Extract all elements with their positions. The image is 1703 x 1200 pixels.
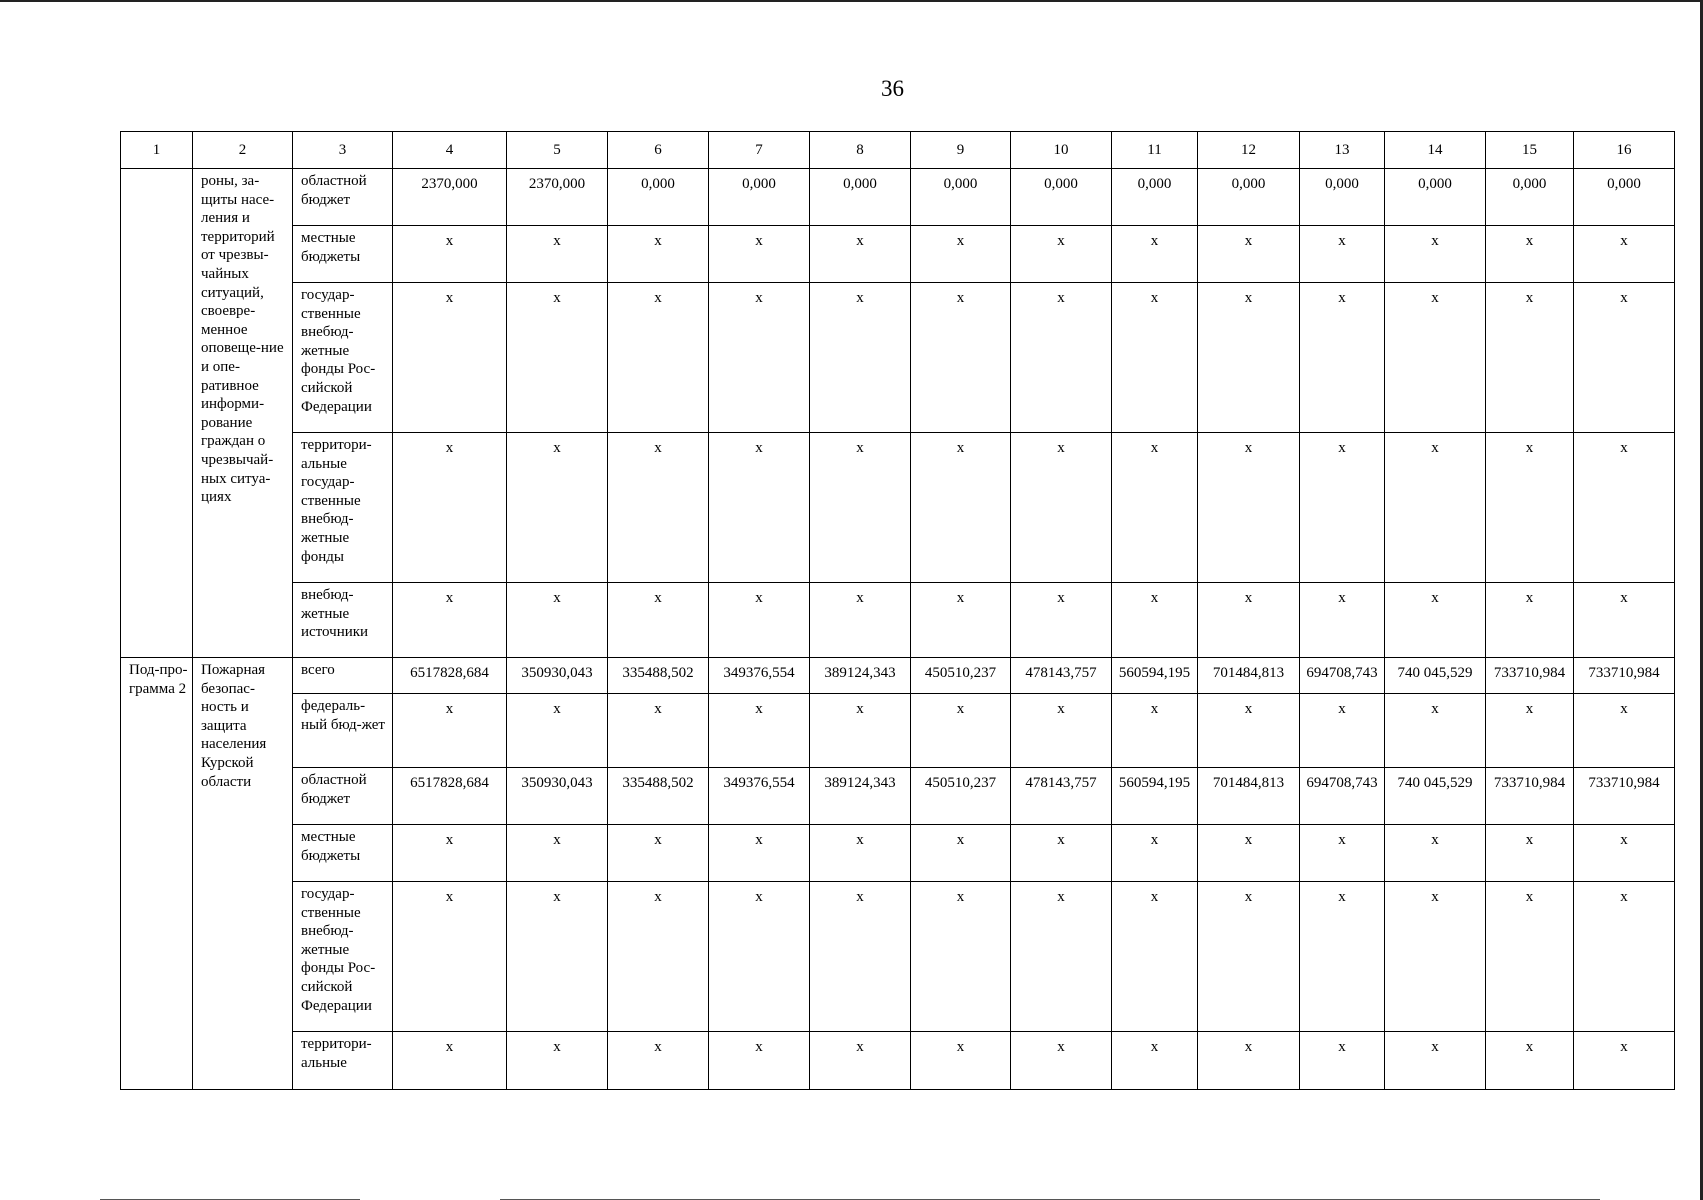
value-cell: 0,000 — [608, 169, 709, 226]
value-cell: x — [608, 694, 709, 768]
value-cell: x — [709, 433, 810, 583]
value-cell: x — [507, 882, 608, 1032]
table-body — [121, 132, 1675, 1090]
value-cell: 389124,343 — [810, 658, 911, 694]
value-cell: x — [393, 825, 507, 882]
funding-source-cell: государ-ственные внебюд-жетные фонды Рос-сийской Федерации — [293, 882, 393, 1032]
budget-table — [120, 131, 1675, 1090]
value-cell: x — [709, 825, 810, 882]
value-cell: x — [1011, 433, 1112, 583]
value-cell: x — [911, 882, 1011, 1032]
header-cell-2: 2 — [193, 132, 293, 169]
header-cell-13: 13 — [1300, 132, 1385, 169]
value-cell: 733710,984 — [1486, 658, 1574, 694]
value-cell: 349376,554 — [709, 658, 810, 694]
value-cell: x — [1112, 583, 1198, 658]
value-cell: x — [507, 226, 608, 283]
value-cell: 478143,757 — [1011, 768, 1112, 825]
funding-source-cell: территори-альные — [293, 1032, 393, 1090]
funding-source-cell: федераль-ный бюд-жет — [293, 694, 393, 768]
value-cell: 0,000 — [911, 169, 1011, 226]
header-cell-11: 11 — [1112, 132, 1198, 169]
value-cell: 0,000 — [1112, 169, 1198, 226]
value-cell: x — [1112, 694, 1198, 768]
value-cell: x — [1011, 1032, 1112, 1090]
table-row — [121, 694, 1675, 768]
funding-source-cell: областной бюджет — [293, 169, 393, 226]
value-cell: x — [1198, 433, 1300, 583]
table-row — [121, 283, 1675, 433]
header-cell-10: 10 — [1011, 132, 1112, 169]
value-cell: 335488,502 — [608, 658, 709, 694]
value-cell: x — [1300, 694, 1385, 768]
header-cell-8: 8 — [810, 132, 911, 169]
value-cell: x — [1112, 433, 1198, 583]
value-cell: x — [810, 283, 911, 433]
value-cell: 740 045,529 — [1385, 658, 1486, 694]
value-cell: x — [608, 882, 709, 1032]
value-cell: 0,000 — [1300, 169, 1385, 226]
value-cell: x — [393, 226, 507, 283]
value-cell: x — [911, 283, 1011, 433]
funding-source-cell: областной бюджет — [293, 768, 393, 825]
value-cell: x — [1300, 283, 1385, 433]
header-cell-16: 16 — [1574, 132, 1675, 169]
value-cell: x — [1300, 226, 1385, 283]
table-row — [121, 1032, 1675, 1090]
value-cell: x — [1198, 283, 1300, 433]
header-cell-7: 7 — [709, 132, 810, 169]
value-cell: 740 045,529 — [1385, 768, 1486, 825]
value-cell: 733710,984 — [1486, 768, 1574, 825]
funding-source-cell: внебюд-жетные источники — [293, 583, 393, 658]
value-cell: x — [1385, 694, 1486, 768]
value-cell: x — [608, 825, 709, 882]
table-row — [121, 226, 1675, 283]
value-cell: x — [1385, 226, 1486, 283]
header-row — [121, 132, 1675, 169]
value-cell: 389124,343 — [810, 768, 911, 825]
value-cell: x — [810, 825, 911, 882]
table-row — [121, 658, 1675, 694]
value-cell: x — [911, 583, 1011, 658]
value-cell: 560594,195 — [1112, 768, 1198, 825]
value-cell: x — [1574, 825, 1675, 882]
value-cell: x — [393, 583, 507, 658]
value-cell: 0,000 — [1486, 169, 1574, 226]
value-cell: x — [608, 1032, 709, 1090]
value-cell: x — [1300, 433, 1385, 583]
header-cell-6: 6 — [608, 132, 709, 169]
header-cell-14: 14 — [1385, 132, 1486, 169]
value-cell: 0,000 — [709, 169, 810, 226]
value-cell: 560594,195 — [1112, 658, 1198, 694]
value-cell: 733710,984 — [1574, 658, 1675, 694]
value-cell: 2370,000 — [393, 169, 507, 226]
value-cell: x — [810, 583, 911, 658]
value-cell: x — [1385, 433, 1486, 583]
value-cell: x — [1198, 226, 1300, 283]
value-cell: x — [1486, 882, 1574, 1032]
funding-source-cell: местные бюджеты — [293, 226, 393, 283]
value-cell: x — [1300, 1032, 1385, 1090]
value-cell: x — [911, 694, 1011, 768]
page-number: 36 — [881, 76, 904, 101]
value-cell: x — [1385, 825, 1486, 882]
value-cell: x — [1198, 583, 1300, 658]
value-cell: 733710,984 — [1574, 768, 1675, 825]
value-cell: 701484,813 — [1198, 768, 1300, 825]
header-cell-3: 3 — [293, 132, 393, 169]
value-cell: 350930,043 — [507, 658, 608, 694]
value-cell: x — [1112, 1032, 1198, 1090]
header-cell-9: 9 — [911, 132, 1011, 169]
value-cell: x — [1198, 694, 1300, 768]
value-cell: x — [1486, 1032, 1574, 1090]
value-cell: x — [608, 226, 709, 283]
value-cell: x — [1385, 882, 1486, 1032]
value-cell: x — [1385, 583, 1486, 658]
value-cell: x — [911, 433, 1011, 583]
value-cell: x — [1574, 433, 1675, 583]
value-cell: x — [1011, 825, 1112, 882]
value-cell: x — [507, 283, 608, 433]
value-cell: x — [709, 283, 810, 433]
value-cell: 450510,237 — [911, 658, 1011, 694]
value-cell: x — [1300, 583, 1385, 658]
value-cell: x — [507, 694, 608, 768]
value-cell: x — [608, 283, 709, 433]
value-cell: 349376,554 — [709, 768, 810, 825]
value-cell: x — [709, 694, 810, 768]
value-cell: x — [810, 882, 911, 1032]
value-cell: x — [1198, 882, 1300, 1032]
value-cell: x — [810, 694, 911, 768]
value-cell: 6517828,684 — [393, 768, 507, 825]
value-cell: x — [1011, 583, 1112, 658]
header-cell-12: 12 — [1198, 132, 1300, 169]
value-cell: x — [1385, 1032, 1486, 1090]
value-cell: 450510,237 — [911, 768, 1011, 825]
value-cell: 694708,743 — [1300, 658, 1385, 694]
value-cell: 2370,000 — [507, 169, 608, 226]
value-cell: 701484,813 — [1198, 658, 1300, 694]
value-cell: x — [709, 226, 810, 283]
value-cell: x — [1486, 583, 1574, 658]
value-cell: 0,000 — [1385, 169, 1486, 226]
program-label-cell — [121, 169, 193, 658]
value-cell: x — [1385, 283, 1486, 433]
value-cell: 350930,043 — [507, 768, 608, 825]
table-row — [121, 825, 1675, 882]
value-cell: 694708,743 — [1300, 768, 1385, 825]
value-cell: x — [1574, 583, 1675, 658]
value-cell: 0,000 — [1011, 169, 1112, 226]
value-cell: 478143,757 — [1011, 658, 1112, 694]
value-cell: x — [709, 583, 810, 658]
funding-source-cell: всего — [293, 658, 393, 694]
value-cell: x — [1112, 882, 1198, 1032]
value-cell: x — [608, 433, 709, 583]
value-cell: 0,000 — [810, 169, 911, 226]
table-row — [121, 768, 1675, 825]
table-row — [121, 169, 1675, 226]
value-cell: x — [1112, 825, 1198, 882]
program-label-cell: Под-про-грамма 2 — [121, 658, 193, 1090]
value-cell: x — [1574, 1032, 1675, 1090]
value-cell: x — [1198, 1032, 1300, 1090]
value-cell: x — [1112, 283, 1198, 433]
value-cell: x — [507, 825, 608, 882]
header-cell-1: 1 — [121, 132, 193, 169]
value-cell: x — [810, 433, 911, 583]
table-row — [121, 882, 1675, 1032]
value-cell: x — [1300, 882, 1385, 1032]
value-cell: x — [393, 882, 507, 1032]
value-cell: x — [507, 583, 608, 658]
value-cell: 0,000 — [1574, 169, 1675, 226]
value-cell: x — [507, 1032, 608, 1090]
value-cell: x — [1574, 882, 1675, 1032]
value-cell: x — [1011, 283, 1112, 433]
value-cell: x — [393, 1032, 507, 1090]
value-cell: x — [1011, 694, 1112, 768]
program-name-cell: роны, за-щиты насе-ления и территорий от чрезвы-чайных ситуаций, своевре-менное оповеще-ние и опе-ративное информи-рование граждан о чрезвычай-ных ситуа-циях — [193, 169, 293, 658]
funding-source-cell: местные бюджеты — [293, 825, 393, 882]
funding-source-cell: государ-ственные внебюд-жетные фонды Рос-сийской Федерации — [293, 283, 393, 433]
value-cell: x — [709, 1032, 810, 1090]
header-cell-5: 5 — [507, 132, 608, 169]
table-row — [121, 433, 1675, 583]
value-cell: x — [393, 283, 507, 433]
table-row — [121, 583, 1675, 658]
value-cell: x — [709, 882, 810, 1032]
value-cell: x — [1486, 433, 1574, 583]
value-cell: x — [911, 825, 1011, 882]
value-cell: x — [911, 1032, 1011, 1090]
value-cell: x — [1486, 694, 1574, 768]
value-cell: x — [810, 1032, 911, 1090]
header-cell-15: 15 — [1486, 132, 1574, 169]
value-cell: 335488,502 — [608, 768, 709, 825]
funding-source-cell: территори-альные государ-ственные внебюд-жетные фонды — [293, 433, 393, 583]
value-cell: x — [393, 433, 507, 583]
value-cell: x — [810, 226, 911, 283]
value-cell: 6517828,684 — [393, 658, 507, 694]
value-cell: x — [1574, 283, 1675, 433]
program-name-cell: Пожарная безопас-ность и защита населения Курской области — [193, 658, 293, 1090]
value-cell: 0,000 — [1198, 169, 1300, 226]
value-cell: x — [1486, 226, 1574, 283]
value-cell: x — [1574, 694, 1675, 768]
value-cell: x — [1300, 825, 1385, 882]
value-cell: x — [1486, 825, 1574, 882]
value-cell: x — [393, 694, 507, 768]
value-cell: x — [1011, 882, 1112, 1032]
value-cell: x — [1011, 226, 1112, 283]
value-cell: x — [1112, 226, 1198, 283]
header-cell-4: 4 — [393, 132, 507, 169]
value-cell: x — [1198, 825, 1300, 882]
value-cell: x — [1574, 226, 1675, 283]
value-cell: x — [911, 226, 1011, 283]
value-cell: x — [608, 583, 709, 658]
value-cell: x — [507, 433, 608, 583]
value-cell: x — [1486, 283, 1574, 433]
